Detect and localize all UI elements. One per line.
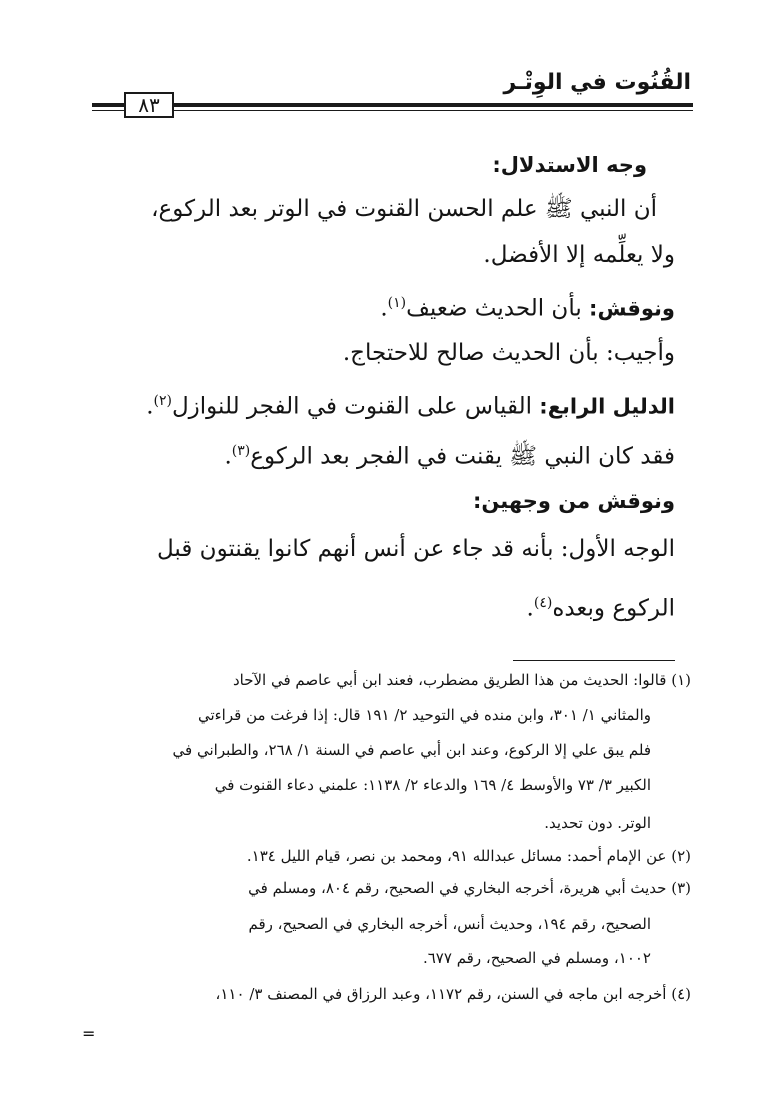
running-header-title: القُنُوت في الوِتْـر xyxy=(503,70,691,95)
continuation-mark: = xyxy=(82,1024,96,1043)
text-span: . xyxy=(526,595,534,622)
text-line: وأجيب: بأن الحديث صالح للاحتجاج. xyxy=(342,340,675,366)
text-line xyxy=(380,286,675,326)
footnote-line: الوتر. دون تحديد. xyxy=(544,814,651,832)
text-line xyxy=(224,434,675,474)
text-span: الركوع وبعده xyxy=(552,595,675,622)
section-heading: ونوقش من وجهين: xyxy=(473,489,675,513)
header-rule-thick xyxy=(92,103,693,107)
footnote-line: ١٠٠٢، ومسلم في الصحيح، رقم ٦٧٧. xyxy=(422,949,651,967)
footnote-line: (٢) عن الإمام أحمد: مسائل عبدالله ٩١، ومحمد بن نصر، قيام الليل ١٣٤. xyxy=(246,847,691,865)
text-span: القياس على القنوت في الفجر للنوازل xyxy=(171,393,532,420)
section-heading: وجه الاستدلال: xyxy=(492,153,647,177)
footnote-line: فلم يبق علي إلا الركوع، وعند ابن أبي عاصم في السنة ١/ ٢٦٨، والطبراني في xyxy=(172,741,651,759)
footnote-line: الكبير ٣/ ٧٣ والأوسط ٤/ ١٦٩ والدعاء ٢/ ١١٣٨: علمني دعاء القنوت في xyxy=(214,776,651,794)
text-line: ولا يعلِّمه إلا الأفضل. xyxy=(483,242,675,268)
footnote-ref: (٤) xyxy=(533,595,553,611)
footnote-ref: (٢) xyxy=(153,393,172,409)
text-span: . xyxy=(146,393,154,420)
text-span: فقد كان النبي ﷺ يقنت في الفجر بعد الركوع xyxy=(250,443,675,470)
text-line: الوجه الأول: بأنه قد جاء عن أنس أنهم كانوا يقنتون قبل xyxy=(157,536,675,562)
footnote-line: والمثاني ١/ ٣٠١، وابن منده في التوحيد ٢/ ١٩١ قال: إذا فرغت من قراءتي xyxy=(197,706,651,724)
footnote-ref: (١) xyxy=(387,295,407,311)
text-line xyxy=(527,586,675,626)
footnote-line: (٤) أخرجه ابن ماجه في السنن، رقم ١١٧٢، وعبد الرزاق في المصنف ٣/ ١١٠، xyxy=(215,985,691,1003)
lead-word: الدليل الرابع: xyxy=(539,394,675,419)
text-span: . xyxy=(380,295,388,322)
footnote-line: (١) قالوا: الحديث من هذا الطريق مضطرب، فعند ابن أبي عاصم في الآحاد xyxy=(232,671,691,689)
header-rule-thin xyxy=(92,110,693,111)
text-line: أن النبي ﷺ علم الحسن القنوت في الوتر بعد الركوع، xyxy=(151,196,657,222)
text-span: بأن الحديث ضعيف xyxy=(406,295,582,322)
footnote-line: (٣) حديث أبي هريرة، أخرجه البخاري في الصحيح، رقم ٨٠٤، ومسلم في xyxy=(248,879,691,897)
text-span: . xyxy=(224,443,232,470)
footnote-ref: (٣) xyxy=(231,443,251,459)
footnote-line: الصحيح، رقم ١٩٤، وحديث أنس، أخرجه البخاري في الصحيح، رقم xyxy=(248,915,651,933)
lead-word: ونوقش: xyxy=(589,296,675,321)
text-line xyxy=(146,384,675,424)
footnote-separator xyxy=(513,660,675,661)
page-number: ٨٣ xyxy=(124,92,174,118)
